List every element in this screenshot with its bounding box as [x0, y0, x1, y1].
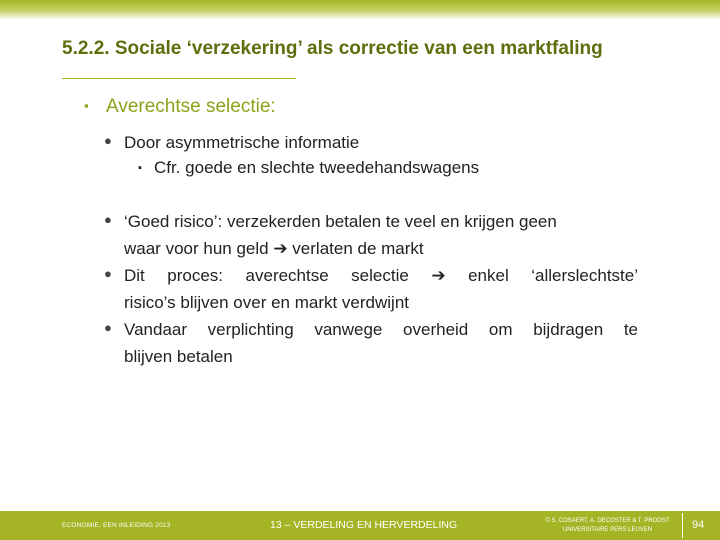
bullet-line: risico’s blijven over en markt verdwijnt — [124, 293, 410, 312]
bullet-line — [124, 262, 638, 289]
sub-item — [138, 158, 479, 178]
footer-course: ECONOMIE, EEN INLEIDING 2013 — [62, 522, 171, 529]
right-arrow-icon: ➔ — [431, 266, 446, 285]
bullet-text: waar voor hun geld — [124, 239, 274, 258]
sub-item-text: Cfr. goede en slechte tweedehandswagens — [154, 158, 480, 177]
bullet-text: verlaten de markt — [287, 239, 424, 258]
round-bullet-icon: ● — [104, 133, 112, 148]
square-bullet-icon: ▪ — [138, 162, 142, 174]
round-bullet-icon: ● — [104, 320, 112, 335]
slide-footer — [0, 511, 720, 540]
footer-publisher: UNIVERSITAIRE PERS LEUVEN — [562, 527, 653, 533]
round-bullet-icon: ● — [104, 212, 112, 227]
bullet-line: Vandaar verplichting vanwege overheid om bijdragen te — [124, 320, 638, 339]
footer-divider — [682, 513, 683, 538]
bullet-line: blijven betalen — [124, 347, 233, 366]
footer-copyright — [535, 517, 680, 535]
bullet-item-3 — [124, 262, 638, 316]
bullet-item-4 — [124, 316, 638, 370]
bullet-text: enkel ‘allerslechtste’ — [445, 266, 639, 285]
bullet-line — [124, 235, 638, 262]
square-bullet-icon: ▪ — [84, 98, 89, 113]
level1-item — [84, 96, 276, 118]
bullet-text: Door asymmetrische informatie — [124, 133, 360, 152]
footer-authors: © S. COSAERT, A. DECOSTER & T. PROOST — [545, 518, 670, 524]
bullet-text: Dit proces: averechtse selectie — [124, 266, 432, 285]
bullet-line: ‘Goed risico’: verzekerden betalen te veel en krijgen geen — [124, 212, 557, 231]
bullet-item-2 — [124, 208, 638, 262]
level1-text: Averechtse selectie: — [106, 96, 276, 117]
right-arrow-icon: ➔ — [273, 239, 288, 258]
footer-chapter: 13 – VERDELING EN HERVERDELING — [270, 519, 458, 531]
round-bullet-icon: ● — [104, 266, 112, 281]
bullet-item-1 — [124, 129, 638, 156]
page-number: 94 — [692, 519, 705, 531]
slide-title: 5.2.2. Sociale ‘verzekering’ als correctie van een marktfaling — [62, 38, 603, 59]
